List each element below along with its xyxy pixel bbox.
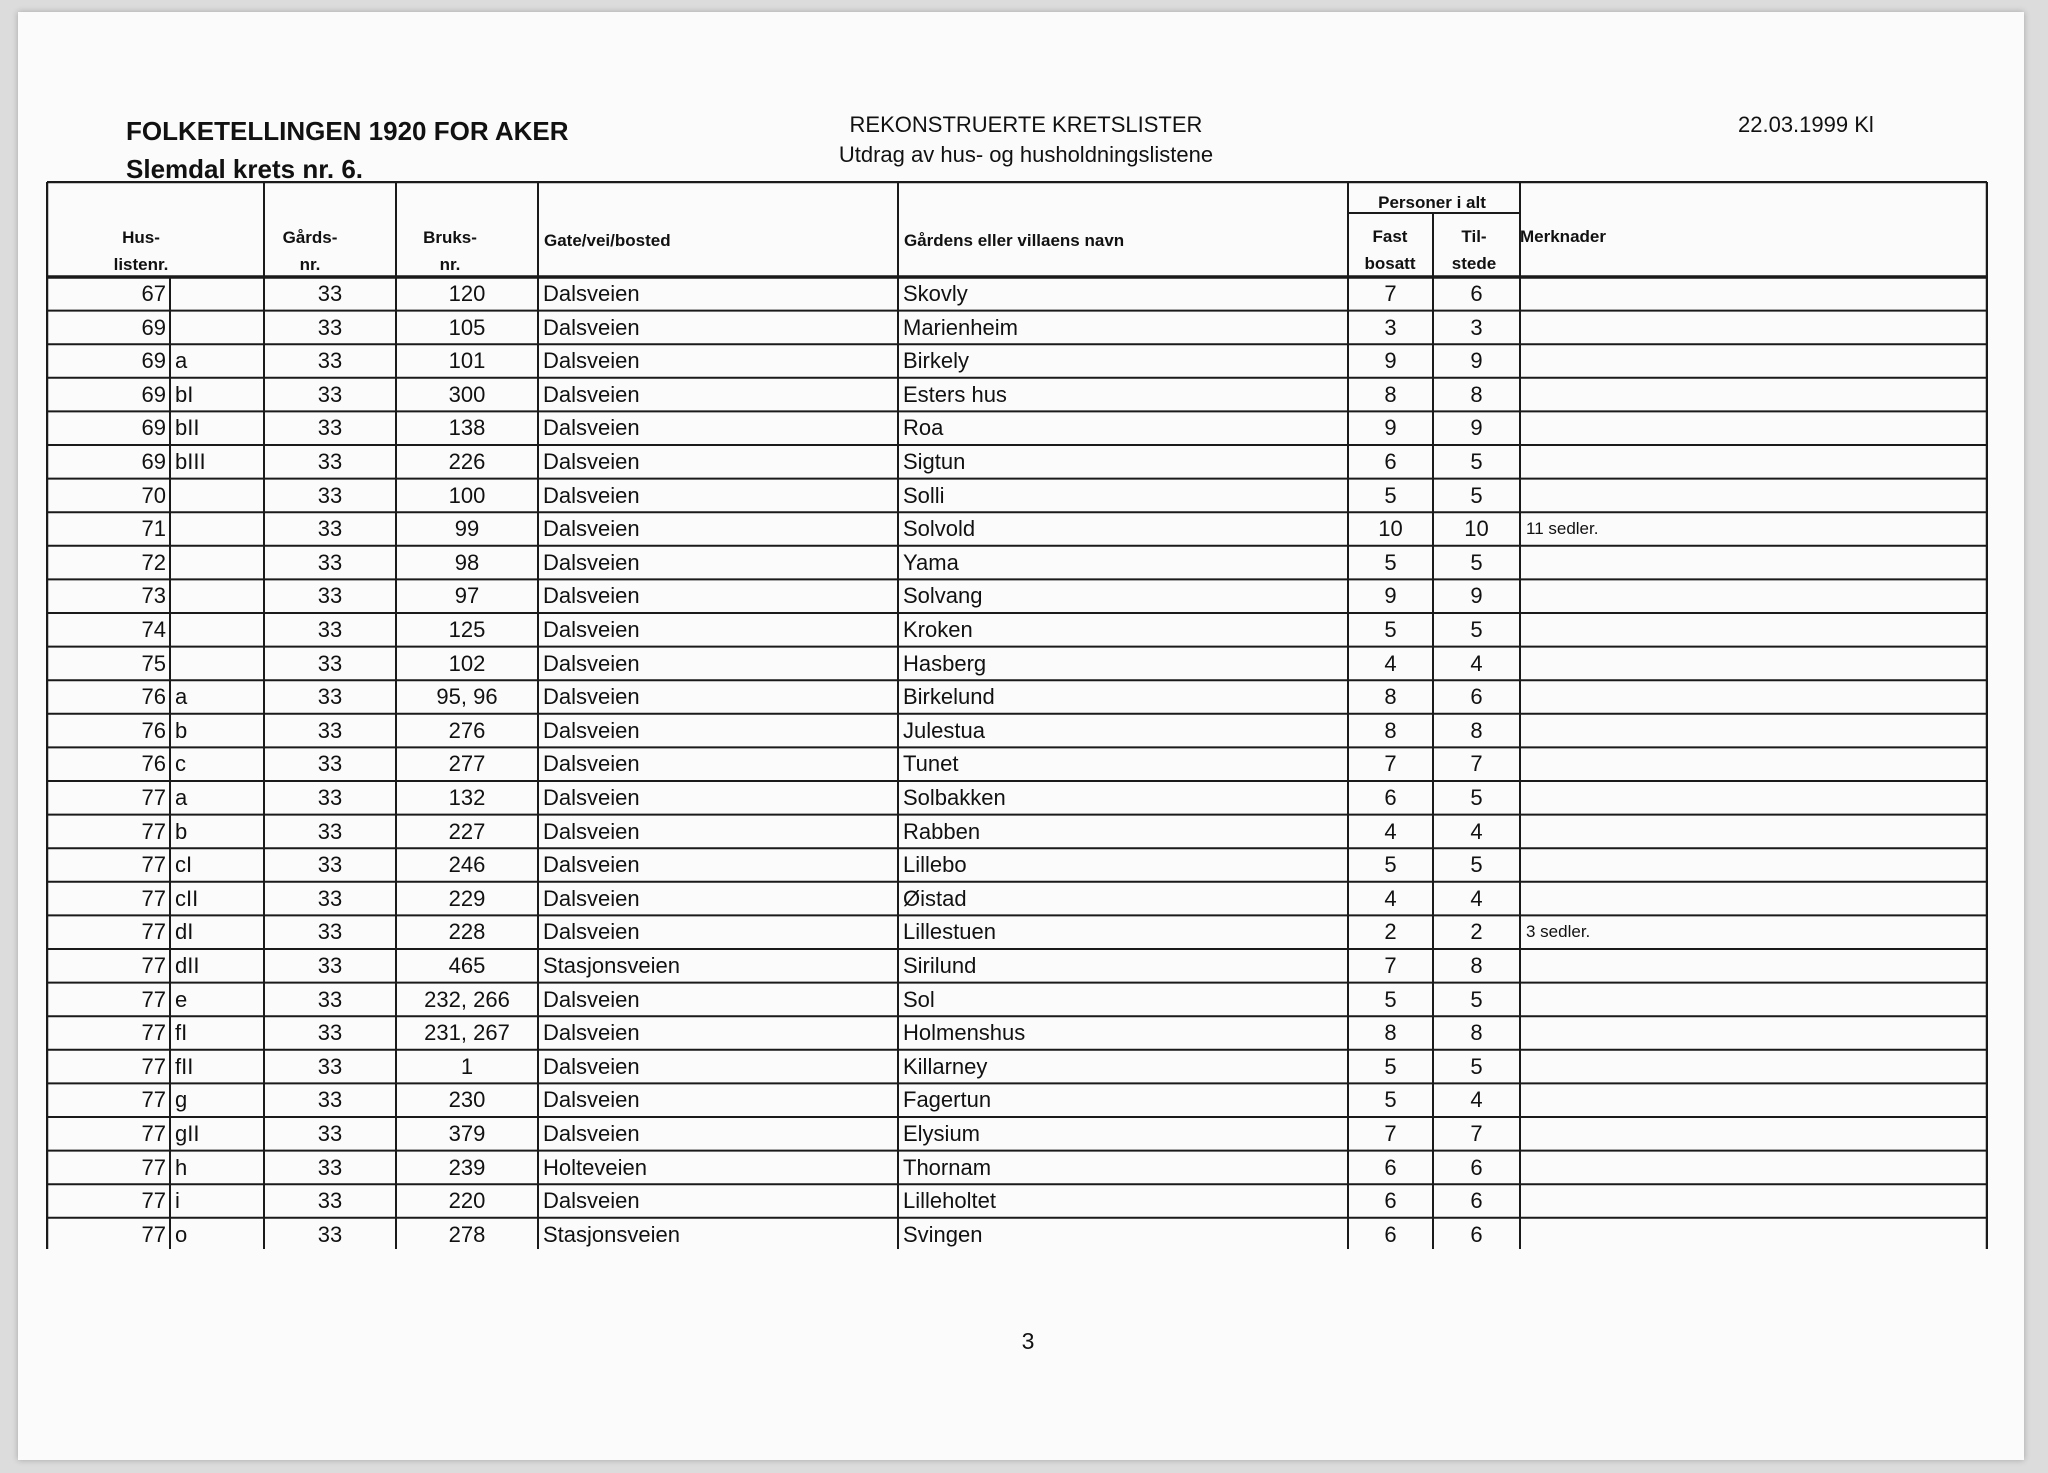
cell-tilstede: 6	[1470, 281, 1483, 306]
cell-bruks-nr: 465	[448, 953, 486, 978]
cell-tilstede: 4	[1470, 885, 1483, 911]
cell-tilstede: 6	[1470, 1188, 1483, 1214]
cell-fast-bosatt: 8	[1384, 717, 1397, 743]
cell-tilstede: 6	[1470, 1154, 1483, 1180]
cell-gards-nr: 33	[317, 650, 343, 676]
cell-hus-suffix: b	[175, 818, 188, 844]
cell-hus-suffix: a	[175, 684, 188, 710]
cell-tilstede: 6	[1470, 1221, 1483, 1247]
cell-gate: Dalsveien	[543, 717, 640, 743]
cell-gards-nr: 33	[317, 1053, 343, 1079]
cell-fast-bosatt: 4	[1384, 818, 1397, 844]
cell-gards-nr: 33	[317, 919, 343, 945]
cell-bruks-nr: 278	[448, 1221, 486, 1247]
cell-bruks-nr: 277	[448, 751, 486, 777]
cell-hus-nr: 77	[141, 986, 166, 1012]
cell-fast-bosatt: 5	[1384, 1087, 1397, 1113]
cell-gate: Dalsveien	[543, 449, 640, 474]
cell-gards-nr: 33	[317, 1121, 343, 1146]
col-header-tilstede: Til- stede	[1451, 227, 1497, 273]
cell-gards-nr: 33	[317, 1221, 343, 1247]
cell-bruks-nr: 276	[448, 717, 486, 743]
cell-navn: Øistad	[903, 885, 967, 911]
cell-hus-suffix: b	[175, 717, 188, 743]
cell-gate: Dalsveien	[543, 549, 640, 575]
cell-navn: Elysium	[903, 1121, 981, 1146]
cell-tilstede: 2	[1470, 919, 1483, 945]
cell-fast-bosatt: 8	[1384, 1020, 1397, 1046]
cell-tilstede: 5	[1470, 986, 1483, 1012]
cell-navn: Yama	[903, 549, 959, 575]
cell-fast-bosatt: 3	[1384, 314, 1397, 340]
cell-gards-nr: 33	[317, 1087, 343, 1113]
cell-gards-nr: 33	[317, 1188, 343, 1214]
cell-navn: Lillestuen	[903, 919, 996, 945]
col-header-gate: Gate/vei/bosted	[544, 231, 671, 250]
cell-tilstede: 4	[1470, 818, 1483, 844]
cell-tilstede: 7	[1470, 751, 1483, 777]
cell-gards-nr: 33	[317, 953, 343, 978]
cell-tilstede: 8	[1470, 717, 1483, 743]
cell-hus-suffix: bI	[175, 381, 194, 407]
cell-hus-nr: 69	[141, 314, 166, 340]
cell-tilstede: 5	[1470, 482, 1483, 508]
cell-hus-nr: 77	[141, 1087, 166, 1113]
cell-tilstede: 5	[1470, 549, 1483, 575]
cell-gards-nr: 33	[317, 1020, 343, 1046]
cell-hus-suffix: h	[175, 1154, 188, 1180]
household-table	[46, 181, 1988, 1249]
cell-navn: Kroken	[903, 617, 973, 642]
cell-merknader: 11 sedler.	[1526, 519, 1599, 539]
cell-gate: Dalsveien	[543, 650, 640, 676]
cell-gate: Dalsveien	[543, 516, 640, 542]
cell-hus-nr: 76	[141, 751, 166, 777]
cell-tilstede: 9	[1470, 415, 1483, 441]
cell-fast-bosatt: 9	[1384, 348, 1397, 374]
cell-navn: Solvang	[903, 583, 983, 609]
cell-gate: Dalsveien	[543, 415, 640, 441]
cell-gards-nr: 33	[317, 785, 343, 810]
cell-bruks-nr: 100	[448, 482, 486, 508]
cell-gate: Stasjonsveien	[543, 953, 680, 978]
cell-hus-nr: 75	[141, 650, 166, 676]
cell-tilstede: 5	[1470, 852, 1483, 878]
cell-hus-nr: 76	[141, 684, 166, 710]
cell-hus-nr: 77	[141, 1121, 166, 1146]
cell-gards-nr: 33	[317, 583, 343, 609]
cell-hus-nr: 71	[141, 516, 166, 542]
cell-navn: Holmenshus	[903, 1020, 1026, 1046]
cell-bruks-nr: 220	[448, 1188, 486, 1214]
cell-bruks-nr: 228	[448, 919, 486, 945]
cell-bruks-nr: 230	[448, 1087, 486, 1113]
cell-hus-nr: 69	[141, 415, 166, 441]
cell-bruks-nr: 102	[448, 650, 486, 676]
cell-bruks-nr: 120	[448, 281, 486, 306]
cell-navn: Julestua	[903, 717, 985, 743]
cell-gards-nr: 33	[317, 617, 343, 642]
cell-gate: Dalsveien	[543, 751, 640, 777]
page-number: 3	[1021, 1328, 1035, 1354]
cell-navn: Birkely	[903, 348, 970, 374]
cell-fast-bosatt: 5	[1384, 986, 1397, 1012]
cell-bruks-nr: 138	[448, 415, 486, 441]
cell-hus-nr: 77	[141, 1221, 166, 1247]
cell-bruks-nr: 98	[454, 549, 480, 575]
cell-navn: Lilleholtet	[903, 1188, 996, 1214]
cell-tilstede: 9	[1470, 583, 1483, 609]
cell-gate: Dalsveien	[543, 1087, 640, 1113]
cell-tilstede: 8	[1470, 1020, 1483, 1046]
cell-navn: Lillebo	[903, 852, 967, 878]
cell-gate: Dalsveien	[543, 617, 640, 642]
cell-navn: Solbakken	[903, 785, 1006, 810]
cell-fast-bosatt: 8	[1384, 381, 1397, 407]
cell-bruks-nr: 232, 266	[424, 986, 510, 1012]
cell-fast-bosatt: 4	[1384, 650, 1397, 676]
cell-gards-nr: 33	[317, 1154, 343, 1180]
cell-gate: Dalsveien	[543, 583, 640, 609]
cell-bruks-nr: 101	[448, 348, 486, 374]
cell-gards-nr: 33	[317, 885, 343, 911]
col-header-hus: Hus- listenr.	[113, 228, 169, 274]
cell-hus-suffix: c	[175, 751, 186, 777]
cell-hus-nr: 74	[141, 617, 166, 642]
cell-bruks-nr: 226	[448, 449, 486, 474]
cell-bruks-nr: 99	[454, 516, 480, 542]
cell-hus-nr: 77	[141, 885, 166, 911]
cell-tilstede: 5	[1470, 785, 1483, 810]
cell-tilstede: 7	[1470, 1121, 1483, 1146]
cell-bruks-nr: 105	[448, 314, 486, 340]
cell-hus-suffix: a	[175, 348, 188, 374]
cell-fast-bosatt: 5	[1384, 852, 1397, 878]
cell-hus-nr: 67	[141, 281, 166, 306]
cell-tilstede: 4	[1470, 1087, 1483, 1113]
cell-hus-suffix: fII	[175, 1053, 194, 1079]
cell-navn: Sigtun	[903, 449, 966, 474]
center-subheading: Utdrag av hus- og husholdningslistene	[838, 142, 1214, 167]
cell-tilstede: 4	[1470, 650, 1483, 676]
cell-navn: Esters hus	[903, 381, 1007, 407]
cell-hus-nr: 69	[141, 348, 166, 374]
cell-gate: Dalsveien	[543, 281, 640, 306]
cell-hus-suffix: cII	[175, 885, 199, 911]
cell-hus-nr: 76	[141, 717, 166, 743]
cell-hus-suffix: bIII	[175, 449, 206, 474]
cell-bruks-nr: 246	[448, 852, 486, 878]
col-header-fast: Fast bosatt	[1364, 227, 1416, 273]
col-header-personer: Personer i alt	[1378, 193, 1486, 212]
cell-hus-suffix: o	[175, 1221, 188, 1247]
cell-fast-bosatt: 6	[1384, 449, 1397, 474]
cell-hus-suffix: cI	[175, 852, 193, 878]
cell-gate: Dalsveien	[543, 986, 640, 1012]
cell-bruks-nr: 231, 267	[424, 1020, 510, 1046]
cell-hus-suffix: i	[175, 1188, 180, 1214]
cell-navn: Solvold	[903, 516, 976, 542]
cell-hus-nr: 72	[141, 549, 166, 575]
cell-fast-bosatt: 6	[1384, 785, 1397, 810]
document-date: 22.03.1999 Kl	[1738, 112, 1874, 137]
cell-gards-nr: 33	[317, 549, 343, 575]
cell-bruks-nr: 379	[448, 1121, 486, 1146]
cell-gards-nr: 33	[317, 751, 343, 777]
cell-gate: Dalsveien	[543, 1188, 640, 1214]
cell-fast-bosatt: 7	[1384, 953, 1397, 978]
cell-hus-nr: 77	[141, 1020, 166, 1046]
cell-hus-nr: 77	[141, 852, 166, 878]
cell-hus-nr: 69	[141, 381, 166, 407]
cell-gate: Dalsveien	[543, 919, 640, 945]
cell-fast-bosatt: 5	[1384, 549, 1397, 575]
cell-gate: Dalsveien	[543, 684, 640, 710]
cell-fast-bosatt: 4	[1384, 885, 1397, 911]
cell-gards-nr: 33	[317, 717, 343, 743]
cell-tilstede: 10	[1464, 516, 1489, 542]
cell-fast-bosatt: 6	[1384, 1221, 1397, 1247]
cell-navn: Birkelund	[903, 684, 995, 710]
cell-gate: Dalsveien	[543, 1020, 640, 1046]
cell-gards-nr: 33	[317, 449, 343, 474]
cell-bruks-nr: 95, 96	[436, 684, 498, 710]
cell-gards-nr: 33	[317, 684, 343, 710]
cell-hus-nr: 69	[141, 449, 166, 474]
cell-tilstede: 5	[1470, 1053, 1483, 1079]
cell-gards-nr: 33	[317, 986, 343, 1012]
cell-navn: Fagertun	[903, 1087, 992, 1113]
cell-bruks-nr: 239	[448, 1154, 486, 1180]
cell-gate: Dalsveien	[543, 885, 640, 911]
cell-hus-suffix: fI	[175, 1020, 188, 1046]
cell-fast-bosatt: 6	[1384, 1188, 1397, 1214]
cell-bruks-nr: 300	[448, 381, 486, 407]
cell-gate: Dalsveien	[543, 1121, 640, 1146]
cell-hus-nr: 77	[141, 785, 166, 810]
cell-hus-nr: 70	[141, 482, 166, 508]
cell-tilstede: 9	[1470, 348, 1483, 374]
cell-navn: Thornam	[903, 1154, 992, 1180]
cell-navn: Hasberg	[903, 650, 987, 676]
cell-hus-suffix: gII	[175, 1121, 200, 1146]
cell-navn: Solli	[903, 482, 945, 508]
cell-hus-nr: 73	[141, 583, 166, 609]
cell-gate: Dalsveien	[543, 482, 640, 508]
col-header-bruks: Bruks- nr.	[423, 228, 477, 274]
cell-merknader: 3 sedler.	[1526, 922, 1591, 942]
cell-gate: Dalsveien	[543, 852, 640, 878]
cell-fast-bosatt: 7	[1384, 751, 1397, 777]
cell-hus-nr: 77	[141, 818, 166, 844]
cell-navn: Skovly	[903, 281, 968, 306]
cell-navn: Marienheim	[903, 314, 1018, 340]
cell-bruks-nr: 125	[448, 617, 486, 642]
cell-hus-suffix: g	[175, 1087, 188, 1113]
cell-navn: Tunet	[903, 751, 959, 777]
cell-bruks-nr: 229	[448, 885, 486, 911]
cell-gards-nr: 33	[317, 482, 343, 508]
cell-gards-nr: 33	[317, 281, 343, 306]
col-header-gards: Gårds- nr.	[282, 228, 338, 274]
cell-fast-bosatt: 5	[1384, 617, 1397, 642]
center-heading: REKONSTRUERTE KRETSLISTER	[849, 112, 1203, 137]
col-header-merknader: Merknader	[1520, 227, 1606, 246]
cell-gards-nr: 33	[317, 818, 343, 844]
cell-gate: Holteveien	[543, 1154, 647, 1180]
col-header-navn: Gårdens eller villaens navn	[904, 231, 1125, 250]
cell-hus-suffix: dI	[175, 919, 194, 945]
cell-navn: Killarney	[903, 1053, 988, 1079]
cell-tilstede: 6	[1470, 684, 1483, 710]
cell-fast-bosatt: 2	[1384, 919, 1397, 945]
cell-bruks-nr: 97	[454, 583, 480, 609]
cell-fast-bosatt: 8	[1384, 684, 1397, 710]
cell-navn: Rabben	[903, 818, 981, 844]
cell-hus-suffix: a	[175, 785, 188, 810]
cell-gards-nr: 33	[317, 415, 343, 441]
cell-gards-nr: 33	[317, 348, 343, 374]
cell-fast-bosatt: 7	[1384, 281, 1397, 306]
cell-tilstede: 5	[1470, 617, 1483, 642]
cell-bruks-nr: 132	[448, 785, 486, 810]
cell-gate: Dalsveien	[543, 381, 640, 407]
cell-navn: Roa	[903, 415, 944, 441]
cell-fast-bosatt: 7	[1384, 1121, 1397, 1146]
cell-navn: Sol	[903, 986, 935, 1012]
cell-navn: Svingen	[903, 1221, 983, 1247]
cell-gards-nr: 33	[317, 314, 343, 340]
cell-hus-suffix: dII	[175, 953, 200, 978]
cell-tilstede: 8	[1470, 381, 1483, 407]
cell-fast-bosatt: 9	[1384, 583, 1397, 609]
cell-hus-nr: 77	[141, 1053, 166, 1079]
cell-fast-bosatt: 9	[1384, 415, 1397, 441]
cell-hus-suffix: e	[175, 986, 188, 1012]
cell-tilstede: 8	[1470, 953, 1483, 978]
cell-gate: Dalsveien	[543, 1053, 640, 1079]
cell-fast-bosatt: 5	[1384, 1053, 1397, 1079]
cell-gards-nr: 33	[317, 852, 343, 878]
cell-hus-suffix: bII	[175, 415, 200, 441]
cell-gate: Stasjonsveien	[543, 1221, 680, 1247]
cell-gate: Dalsveien	[543, 785, 640, 810]
cell-fast-bosatt: 10	[1378, 516, 1403, 542]
cell-bruks-nr: 227	[448, 818, 486, 844]
cell-gards-nr: 33	[317, 381, 343, 407]
cell-gate: Dalsveien	[543, 818, 640, 844]
cell-fast-bosatt: 5	[1384, 482, 1397, 508]
cell-hus-nr: 77	[141, 953, 166, 978]
document-title: FOLKETELLINGEN 1920 FOR AKER	[126, 116, 569, 146]
cell-navn: Sirilund	[903, 953, 977, 978]
cell-gards-nr: 33	[317, 516, 343, 542]
cell-hus-nr: 77	[141, 1154, 166, 1180]
cell-hus-nr: 77	[141, 919, 166, 945]
cell-hus-nr: 77	[141, 1188, 166, 1214]
cell-gate: Dalsveien	[543, 314, 640, 340]
cell-tilstede: 3	[1470, 314, 1483, 340]
document-subtitle: Slemdal krets nr. 6.	[126, 154, 364, 184]
cell-gate: Dalsveien	[543, 348, 640, 374]
cell-bruks-nr: 1	[460, 1053, 474, 1079]
cell-fast-bosatt: 6	[1384, 1154, 1397, 1180]
cell-tilstede: 5	[1470, 449, 1483, 474]
